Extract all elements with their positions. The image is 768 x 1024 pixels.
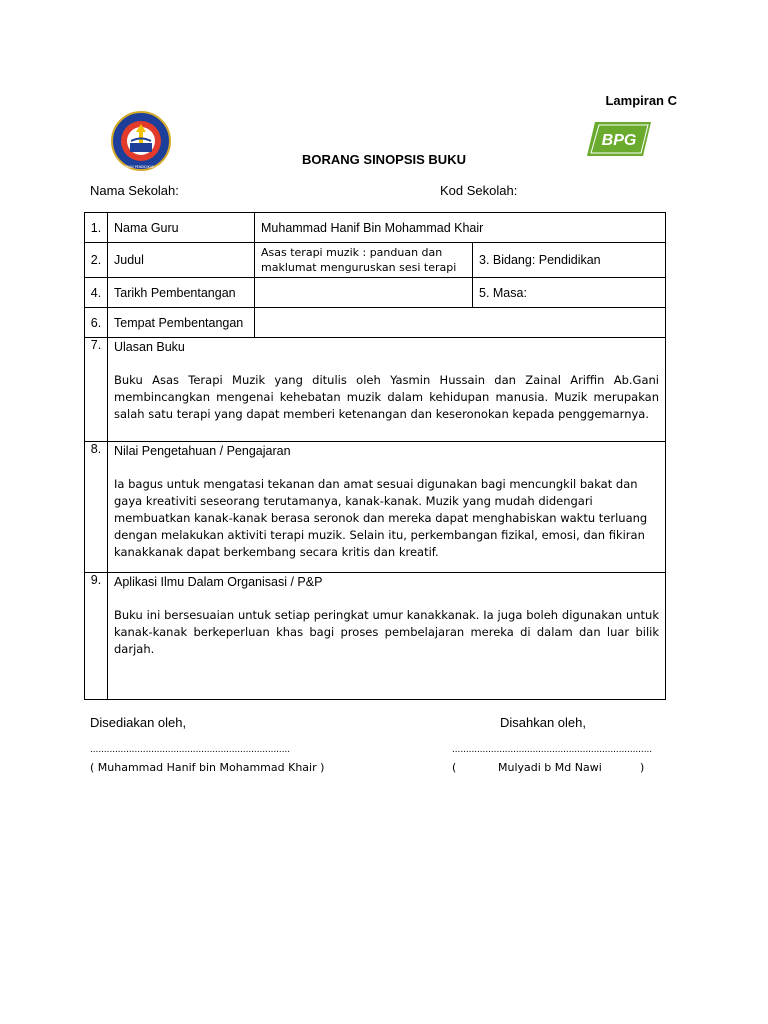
tarikh-value (255, 278, 473, 308)
nilai-pengetahuan-label: Nilai Pengetahuan / Pengajaran (114, 444, 291, 458)
disediakan-oleh-label: Disediakan oleh, (90, 715, 187, 730)
row-number: 4. (85, 278, 108, 308)
table-row (85, 278, 666, 308)
ulasan-buku-label: Ulasan Buku (114, 340, 185, 354)
row-number: 2. (85, 243, 108, 278)
tempat-value (255, 308, 666, 338)
table-row (85, 308, 666, 338)
bidang-field: 3. Bidang: Pendidikan (473, 243, 666, 278)
bpg-logo-text: BPG (601, 132, 637, 149)
judul-label: Judul (108, 243, 255, 278)
judul-value: Asas terapi muzik : panduan dan maklumat menguruskan sesi terapi (255, 243, 473, 278)
nilai-pengetahuan-text: Ia bagus untuk mengatasi tekanan dan amat sesuai digunakan bagi mencungkil bakat dan gaya kreativiti seseorang terutamanya, kanak-kanak. Muzik yang mudah didengari membuatkan kanak-kanak berasa seronok dan mereka dapat menghabiskan waktu terluang dengan melakukan aktiviti terapi muzik. Selain itu, perkembangan fizikal, emosi, dan fikiran kanakkanak dapat berkembang secara kritis dan kreatif. (114, 477, 648, 559)
table-row (85, 573, 666, 700)
row-number: 1. (85, 213, 108, 243)
kod-sekolah-label: Kod Sekolah: (440, 183, 518, 198)
page-title: BORANG SINOPSIS BUKU (302, 152, 466, 167)
table-row (85, 213, 666, 243)
nama-guru-label: Nama Guru (108, 213, 255, 243)
approver-name: Mulyadi b Md Nawi (498, 761, 602, 774)
aplikasi-ilmu-text: Buku ini bersesuaian untuk setiap peringkat umur kanakkanak. Ia juga boleh digunakan untuk kanak-kanak berkeperluan khas bagi proses pembelajaran mereka di dalam dan luar bilik darjah. (114, 608, 659, 656)
tempat-label: Tempat Pembentangan (108, 308, 255, 338)
table-row (85, 243, 666, 278)
disahkan-oleh-label: Disahkan oleh, (500, 715, 586, 730)
row-number: 6. (85, 308, 108, 338)
approver-close-paren: ) (640, 761, 645, 774)
row-number: 7. (85, 338, 108, 442)
ulasan-buku-text: Buku Asas Terapi Muzik yang ditulis oleh Yasmin Hussain dan Zainal Ariffin Ab.Gani membincangkan mengenai kehebatan muzik dalam kehidupan manusia. Muzik merupakan salah satu terapi yang dapat memberi ketenangan dan keseronokan kepada penggemarnya. (114, 373, 659, 421)
approver-open-paren: ( (452, 761, 457, 774)
nama-sekolah-label: Nama Sekolah: (90, 183, 179, 198)
preparer-name: ( Muhammad Hanif bin Mohammad Khair ) (90, 761, 325, 774)
nama-guru-value: Muhammad Hanif Bin Mohammad Khair (255, 213, 666, 243)
row-number: 8. (85, 442, 108, 573)
crest-text: KEMENTERIAN PENDIDIKAN MALAYSIA (110, 165, 172, 169)
table-row (85, 442, 666, 573)
masa-field: 5. Masa: (473, 278, 666, 308)
signature-line-left: ........................................................................ (90, 744, 291, 755)
tarikh-label: Tarikh Pembentangan (108, 278, 255, 308)
row-number: 9. (85, 573, 108, 700)
aplikasi-ilmu-label: Aplikasi Ilmu Dalam Organisasi / P&P (114, 575, 323, 589)
signature-line-right: ........................................................................ (452, 744, 653, 755)
table-row (85, 338, 666, 442)
synopsis-form-table (84, 212, 666, 700)
lampiran-label: Lampiran C (605, 93, 677, 108)
